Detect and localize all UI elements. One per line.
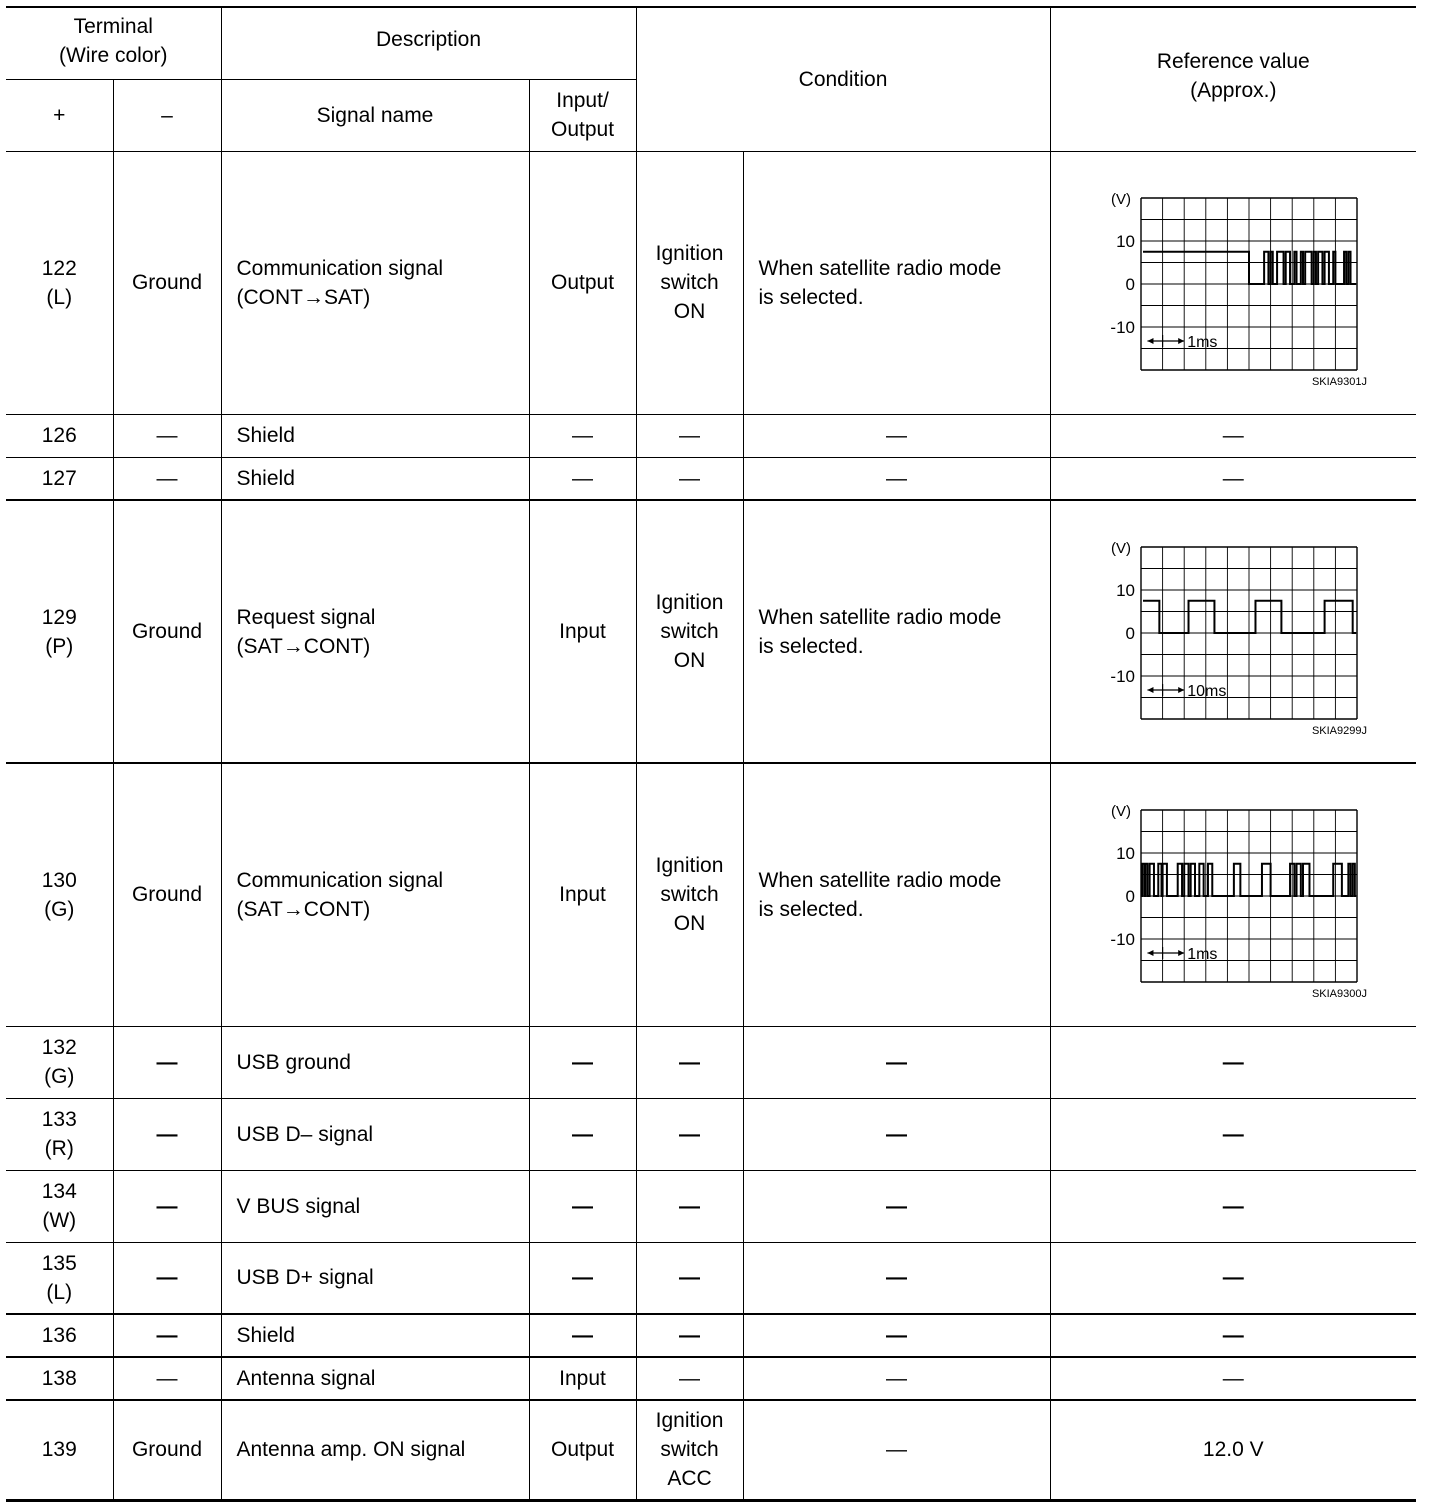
arrow-head-icon bbox=[1178, 950, 1184, 956]
table-row bbox=[6, 151, 1416, 414]
time-scale-label: 1ms bbox=[1187, 333, 1218, 351]
time-scale-label: 1ms bbox=[1187, 945, 1218, 963]
signal-cell: Request signal (SAT→CONT) bbox=[221, 500, 529, 763]
reference-cell: — bbox=[1050, 1314, 1416, 1357]
signal-cell: Shield bbox=[221, 457, 529, 500]
condition-header: Condition bbox=[636, 7, 1050, 151]
reference-cell bbox=[1050, 763, 1416, 1026]
signal-cell: USB ground bbox=[221, 1026, 529, 1098]
reference-cell: — bbox=[1050, 1357, 1416, 1400]
figure-id: SKIA9301J bbox=[1312, 375, 1368, 388]
terminal-cell: 133 (R) bbox=[6, 1098, 113, 1170]
figure-id: SKIA9299J bbox=[1312, 724, 1368, 737]
switch-cell: — bbox=[636, 1357, 743, 1400]
reference-cell: — bbox=[1050, 1242, 1416, 1314]
switch-cell: — bbox=[636, 1098, 743, 1170]
io-header: Input/ Output bbox=[529, 79, 636, 151]
condition-cell: — bbox=[743, 1170, 1050, 1242]
y-tick-label: 0 bbox=[1125, 274, 1136, 294]
arrow-head-icon bbox=[1178, 686, 1184, 692]
switch-cell: Ignition switch ON bbox=[636, 500, 743, 763]
io-cell: — bbox=[529, 1170, 636, 1242]
signal-cell: V BUS signal bbox=[221, 1170, 529, 1242]
io-cell: — bbox=[529, 414, 636, 457]
reference-cell: 12.0 V bbox=[1050, 1400, 1416, 1500]
condition-cell: When satellite radio mode is selected. bbox=[743, 500, 1050, 763]
condition-cell: — bbox=[743, 457, 1050, 500]
y-tick-label: -10 bbox=[1110, 666, 1136, 686]
ground-cell: Ground bbox=[113, 1400, 221, 1500]
table-row bbox=[6, 457, 1416, 500]
switch-cell: — bbox=[636, 1242, 743, 1314]
signal-cell: USB D– signal bbox=[221, 1098, 529, 1170]
signal-cell: USB D+ signal bbox=[221, 1242, 529, 1314]
reference-cell: — bbox=[1050, 1098, 1416, 1170]
table-row bbox=[6, 1026, 1416, 1098]
switch-cell: — bbox=[636, 457, 743, 500]
switch-cell: — bbox=[636, 1026, 743, 1098]
arrow-head-icon bbox=[1148, 686, 1154, 692]
waveform-line bbox=[1143, 251, 1356, 283]
arrow-head-icon bbox=[1148, 950, 1154, 956]
table-row bbox=[6, 1357, 1416, 1400]
y-tick-label: 10 bbox=[1116, 843, 1136, 863]
waveform-line bbox=[1143, 600, 1356, 632]
description-header: Description bbox=[221, 7, 636, 79]
terminal-cell: 122 (L) bbox=[6, 151, 113, 414]
switch-cell: Ignition switch ON bbox=[636, 151, 743, 414]
y-tick-label: 10 bbox=[1116, 580, 1136, 600]
table-row bbox=[6, 414, 1416, 457]
waveform-chart bbox=[1093, 178, 1373, 388]
y-tick-label: -10 bbox=[1110, 317, 1136, 337]
reference-header: Reference value (Approx.) bbox=[1050, 7, 1416, 151]
signal-name-header: Signal name bbox=[221, 79, 529, 151]
y-tick-label: 0 bbox=[1125, 623, 1136, 643]
terminal-cell: 135 (L) bbox=[6, 1242, 113, 1314]
table-row bbox=[6, 1170, 1416, 1242]
y-tick-label: 0 bbox=[1125, 886, 1136, 906]
reference-cell bbox=[1050, 151, 1416, 414]
y-unit-label: (V) bbox=[1111, 190, 1132, 208]
signal-cell: Antenna signal bbox=[221, 1357, 529, 1400]
condition-cell: When satellite radio mode is selected. bbox=[743, 763, 1050, 1026]
table-row bbox=[6, 763, 1416, 1026]
reference-cell: — bbox=[1050, 414, 1416, 457]
ground-cell: — bbox=[113, 1098, 221, 1170]
switch-cell: — bbox=[636, 414, 743, 457]
signal-cell: Communication signal (SAT→CONT) bbox=[221, 763, 529, 1026]
condition-cell: — bbox=[743, 1357, 1050, 1400]
ground-cell: — bbox=[113, 1357, 221, 1400]
switch-cell: Ignition switch ON bbox=[636, 763, 743, 1026]
condition-cell: — bbox=[743, 414, 1050, 457]
table-row bbox=[6, 1098, 1416, 1170]
terminal-table bbox=[6, 6, 1416, 1502]
terminal-cell: 127 bbox=[6, 457, 113, 500]
terminal-cell: 139 bbox=[6, 1400, 113, 1500]
io-cell: — bbox=[529, 1026, 636, 1098]
condition-cell: — bbox=[743, 1242, 1050, 1314]
io-cell: — bbox=[529, 1314, 636, 1357]
terminal-cell: 126 bbox=[6, 414, 113, 457]
y-tick-label: 10 bbox=[1116, 231, 1136, 251]
signal-cell: Communication signal (CONT→SAT) bbox=[221, 151, 529, 414]
signal-cell: Shield bbox=[221, 1314, 529, 1357]
waveform-chart bbox=[1093, 790, 1373, 1000]
ground-cell: Ground bbox=[113, 763, 221, 1026]
ground-cell: — bbox=[113, 457, 221, 500]
switch-cell: — bbox=[636, 1314, 743, 1357]
reference-cell: — bbox=[1050, 1026, 1416, 1098]
io-cell: — bbox=[529, 1098, 636, 1170]
ground-cell: Ground bbox=[113, 500, 221, 763]
plus-header: + bbox=[6, 79, 113, 151]
terminal-cell: 134 (W) bbox=[6, 1170, 113, 1242]
ground-cell: — bbox=[113, 1026, 221, 1098]
header-row-1 bbox=[6, 7, 1416, 79]
io-cell: Output bbox=[529, 151, 636, 414]
reference-cell bbox=[1050, 500, 1416, 763]
reference-cell: — bbox=[1050, 457, 1416, 500]
terminal-header: Terminal (Wire color) bbox=[6, 7, 221, 79]
time-scale-label: 10ms bbox=[1187, 682, 1227, 700]
figure-id: SKIA9300J bbox=[1312, 987, 1368, 1000]
ground-cell: — bbox=[113, 1314, 221, 1357]
signal-cell: Shield bbox=[221, 414, 529, 457]
minus-header: – bbox=[113, 79, 221, 151]
condition-cell: — bbox=[743, 1400, 1050, 1500]
terminal-cell: 129 (P) bbox=[6, 500, 113, 763]
terminal-cell: 136 bbox=[6, 1314, 113, 1357]
y-tick-label: -10 bbox=[1110, 929, 1136, 949]
condition-cell: — bbox=[743, 1098, 1050, 1170]
condition-cell: — bbox=[743, 1026, 1050, 1098]
terminal-cell: 138 bbox=[6, 1357, 113, 1400]
io-cell: Input bbox=[529, 763, 636, 1026]
condition-cell: When satellite radio mode is selected. bbox=[743, 151, 1050, 414]
signal-cell: Antenna amp. ON signal bbox=[221, 1400, 529, 1500]
y-unit-label: (V) bbox=[1111, 539, 1132, 557]
table-row bbox=[6, 1242, 1416, 1314]
waveform-chart bbox=[1093, 527, 1373, 737]
table-row bbox=[6, 500, 1416, 763]
io-cell: Output bbox=[529, 1400, 636, 1500]
switch-cell: — bbox=[636, 1170, 743, 1242]
io-cell: Input bbox=[529, 500, 636, 763]
ground-cell: — bbox=[113, 1242, 221, 1314]
terminal-cell: 132 (G) bbox=[6, 1026, 113, 1098]
io-cell: Input bbox=[529, 1357, 636, 1400]
ground-cell: Ground bbox=[113, 151, 221, 414]
condition-cell: — bbox=[743, 1314, 1050, 1357]
ground-cell: — bbox=[113, 1170, 221, 1242]
switch-cell: Ignition switch ACC bbox=[636, 1400, 743, 1500]
io-cell: — bbox=[529, 1242, 636, 1314]
arrow-head-icon bbox=[1148, 337, 1154, 343]
table-row bbox=[6, 1400, 1416, 1500]
y-unit-label: (V) bbox=[1111, 802, 1132, 820]
ground-cell: — bbox=[113, 414, 221, 457]
terminal-cell: 130 (G) bbox=[6, 763, 113, 1026]
reference-cell: — bbox=[1050, 1170, 1416, 1242]
table-row bbox=[6, 1314, 1416, 1357]
arrow-head-icon bbox=[1178, 337, 1184, 343]
io-cell: — bbox=[529, 457, 636, 500]
